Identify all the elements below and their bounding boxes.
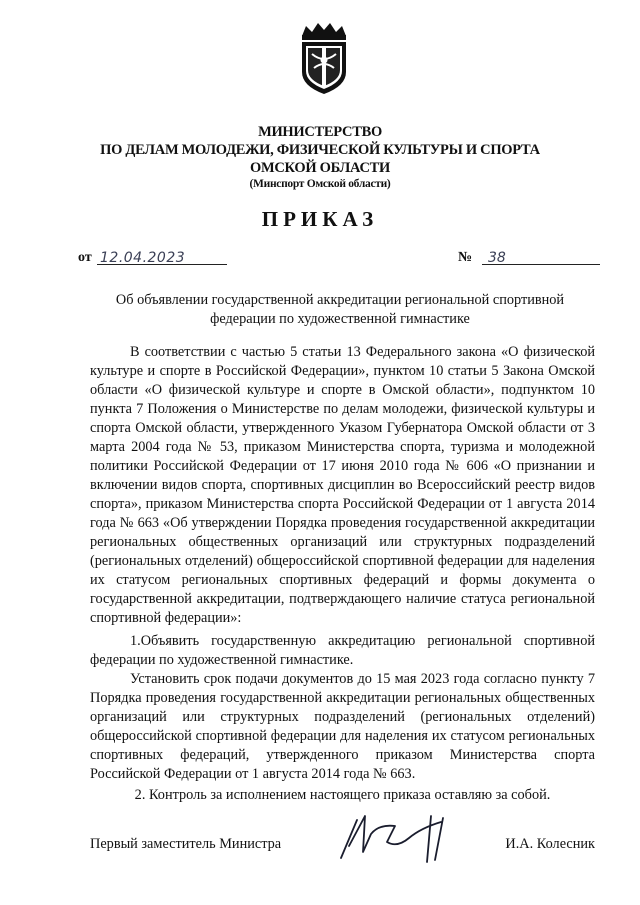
document-number: 38 [488, 250, 506, 266]
signatory-role: Первый заместитель Министра [90, 836, 282, 852]
item2-paragraph [90, 786, 595, 805]
ministry-title-line2: ПО ДЕЛАМ МОЛОДЕЖИ, ФИЗИЧЕСКОЙ КУЛЬТУРЫ И СПОРТА [100, 142, 540, 158]
handwritten-signature [335, 812, 460, 864]
number-prefix: № [458, 250, 473, 265]
item1-paragraph [90, 632, 595, 670]
ministry-title-line3: ОМСКОЙ ОБЛАСТИ [249, 160, 391, 176]
item1-text: 1.Объявить государственную аккредитацию региональной спортивной федерации по художественной гимнастике. [90, 633, 595, 668]
item1-deadline-paragraph [90, 670, 595, 784]
document-type-title: ПРИКАЗ [261, 207, 379, 231]
document-subject: Об объявлении государственной аккредитации региональной спортивной федерации по художественной гимнастике [115, 292, 565, 327]
item2-text: 2. Контроль за исполнением настоящего приказа оставляю за собой. [134, 787, 551, 803]
ministry-title-line1: МИНИСТЕРСТВО [258, 124, 382, 140]
date-prefix: от [78, 250, 92, 265]
preamble-text: В соответствии с частью 5 статьи 13 Федерального закона «О физической культуре и спорте в Российской Федерации», пунктом 10 статьи 5 Закона Омской области «О физической культуре и спорте в Омской области», подпунктом 10 пункта 7 Положения о Министерстве по делам молодежи, физической культуры и спорта Омской области, утвержденного Указом Губернатора Омской области от 3 марта 2004 года № 53, приказом Министерства спорта, туризма и молодежной политики Российской Федерации от 17 июня 2010 года № 606 «О признании и включении видов спорта, спортивных дисциплин во Всероссийский реестр видов спорта», приказом Министерства спорта Российской Федерации от 1 августа 2014 года № 663 «Об утверждении Порядка проведения государственной аккредитации региональных общественных организаций или структурных подразделений (региональных отделений) общероссийской спортивной федерации для наделения их статусом региональных спортивных федераций и формы документа о государственной аккредитации, подтверждающего наличие статуса региональной спортивной федерации»: [90, 344, 595, 626]
preamble-paragraph [90, 343, 595, 628]
ministry-short-name: (Минспорт Омской области) [249, 178, 391, 190]
document-date: 12.04.2023 [100, 250, 186, 266]
item1-deadline-text: Установить срок подачи документов до 15 мая 2023 года согласно пункту 7 Порядка проведения государственной аккредитации региональных общественных организаций или структурных подразделений (региональных отделений) общероссийской спортивной федерации для наделения их статусом региональных спортивных федераций, утвержденного приказом Министерства спорта Российской Федерации от 1 августа 2014 года № 663. [90, 671, 595, 782]
omsk-coat-of-arms-icon [296, 20, 352, 96]
signatory-name: И.А. Колесник [505, 836, 595, 852]
